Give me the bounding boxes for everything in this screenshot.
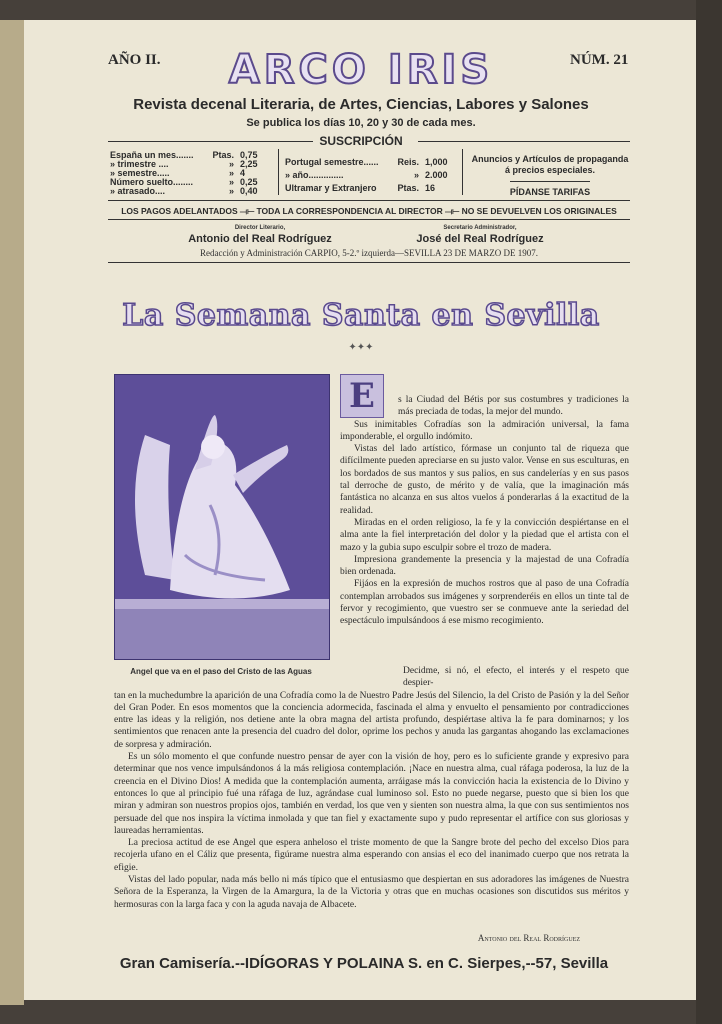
article-column <box>340 394 629 628</box>
subscription-currency: Ptas. <box>212 150 234 160</box>
article-paragraph: tan en la muchedumbre la aparición de una Cofradía como la de Nuestro Padre Jesús del Silencio, la del Cristo de Pasión y la del Señor del Gran Poder. En esos momentos que la conciencia adormecida, fascinada el alma y envuelto el pensamiento por contradicciones entre las ideas y la religión, nos detiene ante la obra magna del artista profundo, despiértase altiva la fe para dominarnos; y los sentimientos que renacen ante la presencia del cuadro del dolor, oprime los pechos y anuda las gargantas ahogando las exclamaciones de sorpresa y admiración. <box>114 690 629 750</box>
subtitle: Revista decenal Literaria, de Artes, Ciencias, Labores y Salones <box>133 96 589 113</box>
subscription-label: SUSCRIPCIÓN <box>319 134 403 148</box>
subscription-currency: » <box>228 177 234 187</box>
subscription-price: 0,40 <box>240 186 258 196</box>
article-paragraph: s la Ciudad del Bétis por sus costumbres y tradiciones la más preciada de todas, la mejor del mundo. <box>398 395 629 418</box>
divider <box>418 141 630 142</box>
masthead-title: ARCO IRIS <box>228 47 494 93</box>
article-paragraph: Vistas del lado artístico, fórmase un conjunto tal de riqueza que difícilmente pueden apreciarse en su justo valor. Vense en sus esculturas, en los bordados de sus mantos y sus palios, en sus candelerías y en sus pasos tal derroche de gusto, de mérito y de valía, que la imaginación más fantástica no alcanza en sus altos vuelos á ponderarlas á la exactitud de la realidad. <box>340 444 629 516</box>
article-paragraph: Sus inimitables Cofradías son la admiración universal, la fama imponderable, el orgullo indómito. <box>340 419 629 442</box>
subscription-currency: » <box>413 170 419 180</box>
secretary-name: José del Real Rodríguez <box>416 233 544 245</box>
subscription-currency: » <box>228 159 234 169</box>
subscription-row <box>285 169 455 182</box>
subscription-currency: » <box>228 186 234 196</box>
wide-lead: Decidme, si nó, el efecto, el interés y el respeto que despier- <box>403 666 629 689</box>
address-line: Redacción y Administración CARPIO, 5-2.º izquierda—SEVILLA 23 DE MARZO DE 1907. <box>200 248 538 258</box>
subscription-price: 0,25 <box>240 177 258 187</box>
director-role: Director Literario, <box>234 225 286 231</box>
subscription-row <box>110 187 270 196</box>
subscription-currency: Ptas. <box>397 183 419 193</box>
subscription-row <box>285 182 455 195</box>
subscription-period: Número suelto........ <box>110 177 194 187</box>
divider <box>108 200 630 201</box>
article-paragraph: Fijáos en la expresión de muchos rostros que al paso de una Cofradía contemplan arrobados sus imágenes y sorprenderéis en ellos un tinte tal de fervor y recogimiento, que vuestro ser se conmueve ante la seriedad del espectáculo impulsándoos á ese mismo recogimiento. <box>340 579 629 627</box>
publication-schedule: Se publica los días 10, 20 y 30 de cada mes. <box>246 117 476 129</box>
subscription-row <box>285 156 455 169</box>
secretary-role: Secretario Administrador, <box>443 225 517 231</box>
ornament: ✦✦✦ <box>348 342 374 353</box>
photo-caption: Angel que va en el paso del Cristo de las Aguas <box>130 667 312 676</box>
subscription-price: 2,25 <box>240 159 258 169</box>
subscription-price: 0,75 <box>240 150 258 160</box>
subscription-currency: Reis. <box>397 157 419 167</box>
angel-photo <box>114 374 330 660</box>
advertisement: Gran Camisería.--IDÍGORAS Y POLAINA S. en C. Sierpes,--57, Sevilla <box>119 955 609 972</box>
subscription-price: 4 <box>240 168 246 178</box>
divider <box>108 262 630 263</box>
article-paragraph: La preciosa actitud de ese Angel que espera anheloso el triste momento de que la Sangre brote del pecho del excelso Dios para recojerla ufano en el Cáliz que presenta, figúrame nuestra alma esperando con ansias el eco del inanimado cuerpo que nos retrata la efigie. <box>114 838 629 873</box>
subscription-abroad <box>285 156 455 195</box>
article-paragraph: Impresiona grandemente la presencia y la majestad de una Cofradía bien ordenada. <box>340 554 629 578</box>
article-paragraph: Es un sólo momento el que confunde nuestro pensar de ayer con la visión de hoy, pero es lo suficiente grande y expresivo para determinar que nos vence impulsándonos á la más religiosa contemplación. ¡Nace en nuestra alma, cual ráfaga poderosa, la luz de la creencia en el Divino Dios! A medida que la contemplación aumenta, arráigase más la convicción hacia la existencia de lo Divino y entonces lo que al principio fué una ráfaga de luz, agrándase cual luminoso sol. Esto no puede negarse, puesto que si bien los que miran y admiran son nuestros propios ojos, también en verdad, los que ven y sienten son nuestra alma, la que con sus sentimientos nos persuade del que nos inspira la víctima inmolada y que tan fiel y exactamente supo y pudo representar el artífice con sus gloriosas y laureadas herramientas. <box>114 752 629 836</box>
subscription-period: » año.............. <box>285 170 344 180</box>
ads-cta: PÍDANSE TARIFAS <box>509 187 591 197</box>
subscription-price: 2.000 <box>425 170 448 180</box>
divider <box>108 219 630 220</box>
divider <box>462 149 463 195</box>
subscription-spain <box>110 151 270 196</box>
subscription-period: » trimestre .... <box>110 159 169 169</box>
subscription-price: 1,000 <box>425 157 448 167</box>
issue-number: NÚM. 21 <box>570 52 629 68</box>
article-headline: La Semana Santa en Sevilla <box>122 298 600 333</box>
article-author: Antonio del Real Rodríguez <box>477 933 580 943</box>
divider <box>278 149 279 195</box>
ads-text: Anuncios y Artículos de propaganda á precios especiales. <box>471 154 629 175</box>
article-full-width <box>114 665 629 911</box>
article-paragraph: Miradas en el orden religioso, la fe y la convicción despiértanse en el alma ante la fiel interpretación del dolor y la piedad que el artista con el mazo y la gubia supo esculpir sobre el trozo de madera. <box>340 517 629 553</box>
drop-cap: E <box>340 374 384 418</box>
subscription-period: Ultramar y Extranjero <box>285 183 377 193</box>
article-paragraph: Vistas del lado popular, nada más bello ni más típico que el entusiasmo que despiertan en sus adoradores las imágenes de Nuestra Señora de la Esperanza, la Virgen de la Amargura, la de la Victoria y otras que en muchas ocasiones son discutidos sus méritos y hermosuras con la larga faca y con la aguda navaja de Albacete. <box>114 875 629 910</box>
year-label: AÑO II. <box>108 52 161 68</box>
subscription-period: España un mes....... <box>110 150 194 160</box>
divider <box>510 181 590 182</box>
subscription-period: » atrasado.... <box>110 186 166 196</box>
subscription-currency: » <box>228 168 234 178</box>
subscription-period: » semestre..... <box>110 168 170 178</box>
subscription-period: Portugal semestre...... <box>285 157 379 167</box>
director-name: Antonio del Real Rodríguez <box>188 233 332 245</box>
subscription-price: 16 <box>425 183 436 193</box>
notice-line: LOS PAGOS ADELANTADOS ⟞⟝ TODA LA CORRESPONDENCIA AL DIRECTOR ⟞⟝ NO SE DEVUELVEN LOS ORIGINALES <box>121 206 617 216</box>
